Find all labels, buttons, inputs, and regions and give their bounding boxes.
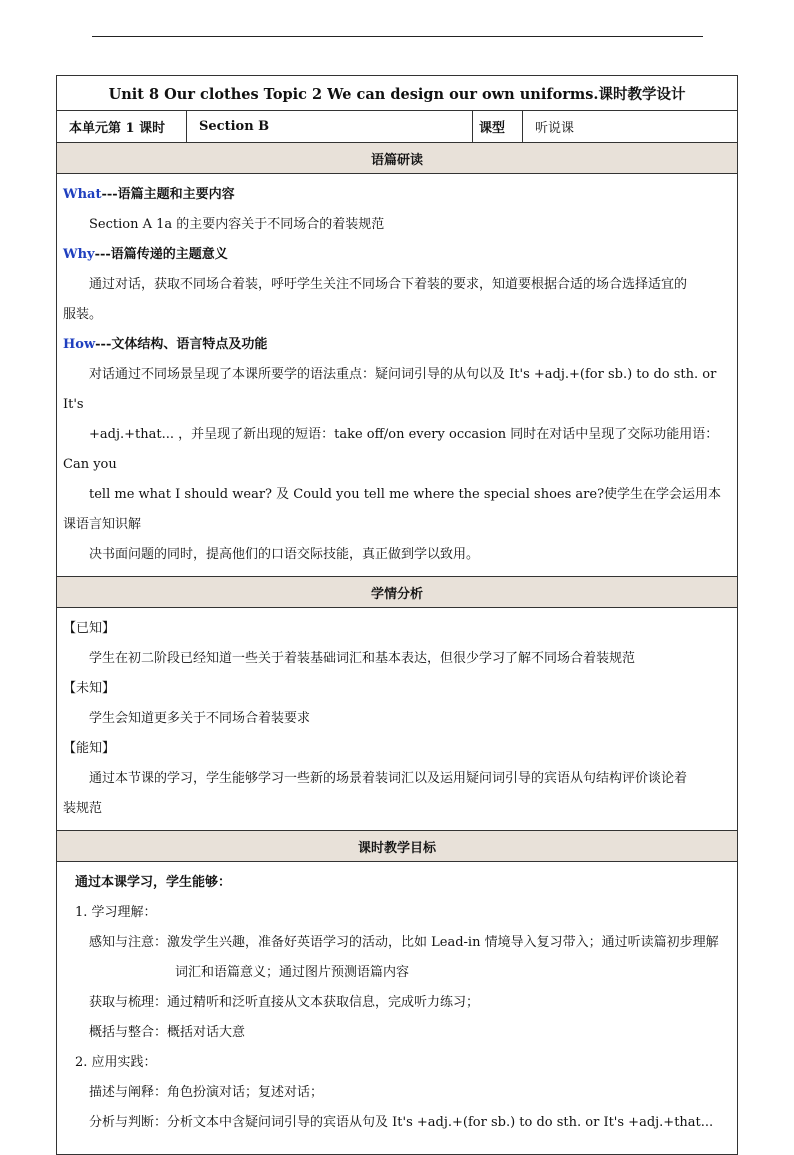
objective-summarize: 概括与整合：概括对话大意 (89, 1025, 246, 1040)
why-body-2: 服装。 (63, 307, 103, 322)
section-heading-text-study: 语篇研读 (57, 143, 738, 174)
what-body: Section A 1a 的主要内容关于不同场合的着装规范 (89, 217, 385, 232)
objective-item-2: 2. 应用实践： (75, 1055, 157, 1070)
lesson-type-value: 听说课 (523, 111, 738, 143)
what-label: ---语篇主题和主要内容 (101, 187, 235, 202)
learner-analysis-content (57, 608, 738, 831)
how-body-4: 决书面问题的同时，提高他们的口语交际技能，真正做到学以致用。 (89, 547, 480, 562)
what-heading (63, 180, 731, 210)
why-heading (63, 240, 731, 270)
section-name: Section B (187, 111, 473, 143)
unknown-label: 【未知】 (63, 681, 116, 696)
objective-acquire: 获取与梳理：通过精听和泛听直接从文本获取信息，完成听力练习； (89, 995, 480, 1010)
why-en: Why (63, 247, 95, 262)
section-heading-learner-analysis: 学情分析 (57, 577, 738, 608)
how-body-1: 对话通过不同场景呈现了本课所要学的语法重点：疑问词引导的从句以及 It's +adj.+(for sb.) to do sth. or It's (63, 367, 717, 412)
how-label: ---文体结构、语言特点及功能 (95, 337, 268, 352)
lesson-type-label: 课型 (473, 111, 523, 143)
how-body-2: +adj.+that... ，并呈现了新出现的短语：take off/on every occasion 同时在对话中呈现了交际功能用语：Can you (63, 427, 719, 472)
able-body-1: 通过本节课的学习，学生能够学习一些新的场景着装词汇以及运用疑问词引导的宾语从句结构评价谈论着 (89, 771, 688, 786)
objectives-intro: 通过本课学习，学生能够： (75, 875, 232, 890)
able-label: 【能知】 (63, 741, 116, 756)
unknown-body: 学生会知道更多关于不同场合着装要求 (89, 711, 311, 726)
section-heading-objectives: 课时教学目标 (57, 831, 738, 862)
how-heading (63, 330, 731, 360)
objective-describe: 描述与阐释：角色扮演对话；复述对话； (89, 1085, 324, 1100)
objectives-content (57, 862, 738, 1155)
known-label: 【已知】 (63, 621, 116, 636)
lesson-plan-table (56, 75, 738, 1155)
why-body-1: 通过对话，获取不同场合着装，呼吁学生关注不同场合下着装的要求，知道要根据合适的场合选择适宜的 (89, 277, 688, 292)
text-study-content (57, 174, 738, 577)
document-title: Unit 8 Our clothes Topic 2 We can design our own uniforms.课时教学设计 (57, 76, 738, 111)
lesson-number: 本单元第 1 课时 (57, 111, 187, 143)
what-en: What (63, 187, 102, 202)
how-body-3: tell me what I should wear? 及 Could you tell me where the special shoes are?使学生在学会运用本课语言知识解 (63, 487, 722, 532)
known-body: 学生在初二阶段已经知道一些关于着装基础词汇和基本表达，但很少学习了解不同场合着装规范 (89, 651, 636, 666)
objective-analyze: 分析与判断：分析文本中含疑问词引导的宾语从句及 It's +adj.+(for sb.) to do sth. or It's +adj.+that... (89, 1115, 714, 1130)
objective-item-1: 1. 学习理解： (75, 905, 157, 920)
why-label: ---语篇传递的主题意义 (94, 247, 228, 262)
how-en: How (63, 337, 96, 352)
objective-perceive: 感知与注意：激发学生兴趣，准备好英语学习的活动，比如 Lead-in 情境导入复习带入；通过听读篇初步理解词汇和语篇意义；通过图片预测语篇内容 (89, 935, 719, 980)
header-rule (92, 36, 703, 37)
able-body-2: 装规范 (63, 801, 103, 816)
